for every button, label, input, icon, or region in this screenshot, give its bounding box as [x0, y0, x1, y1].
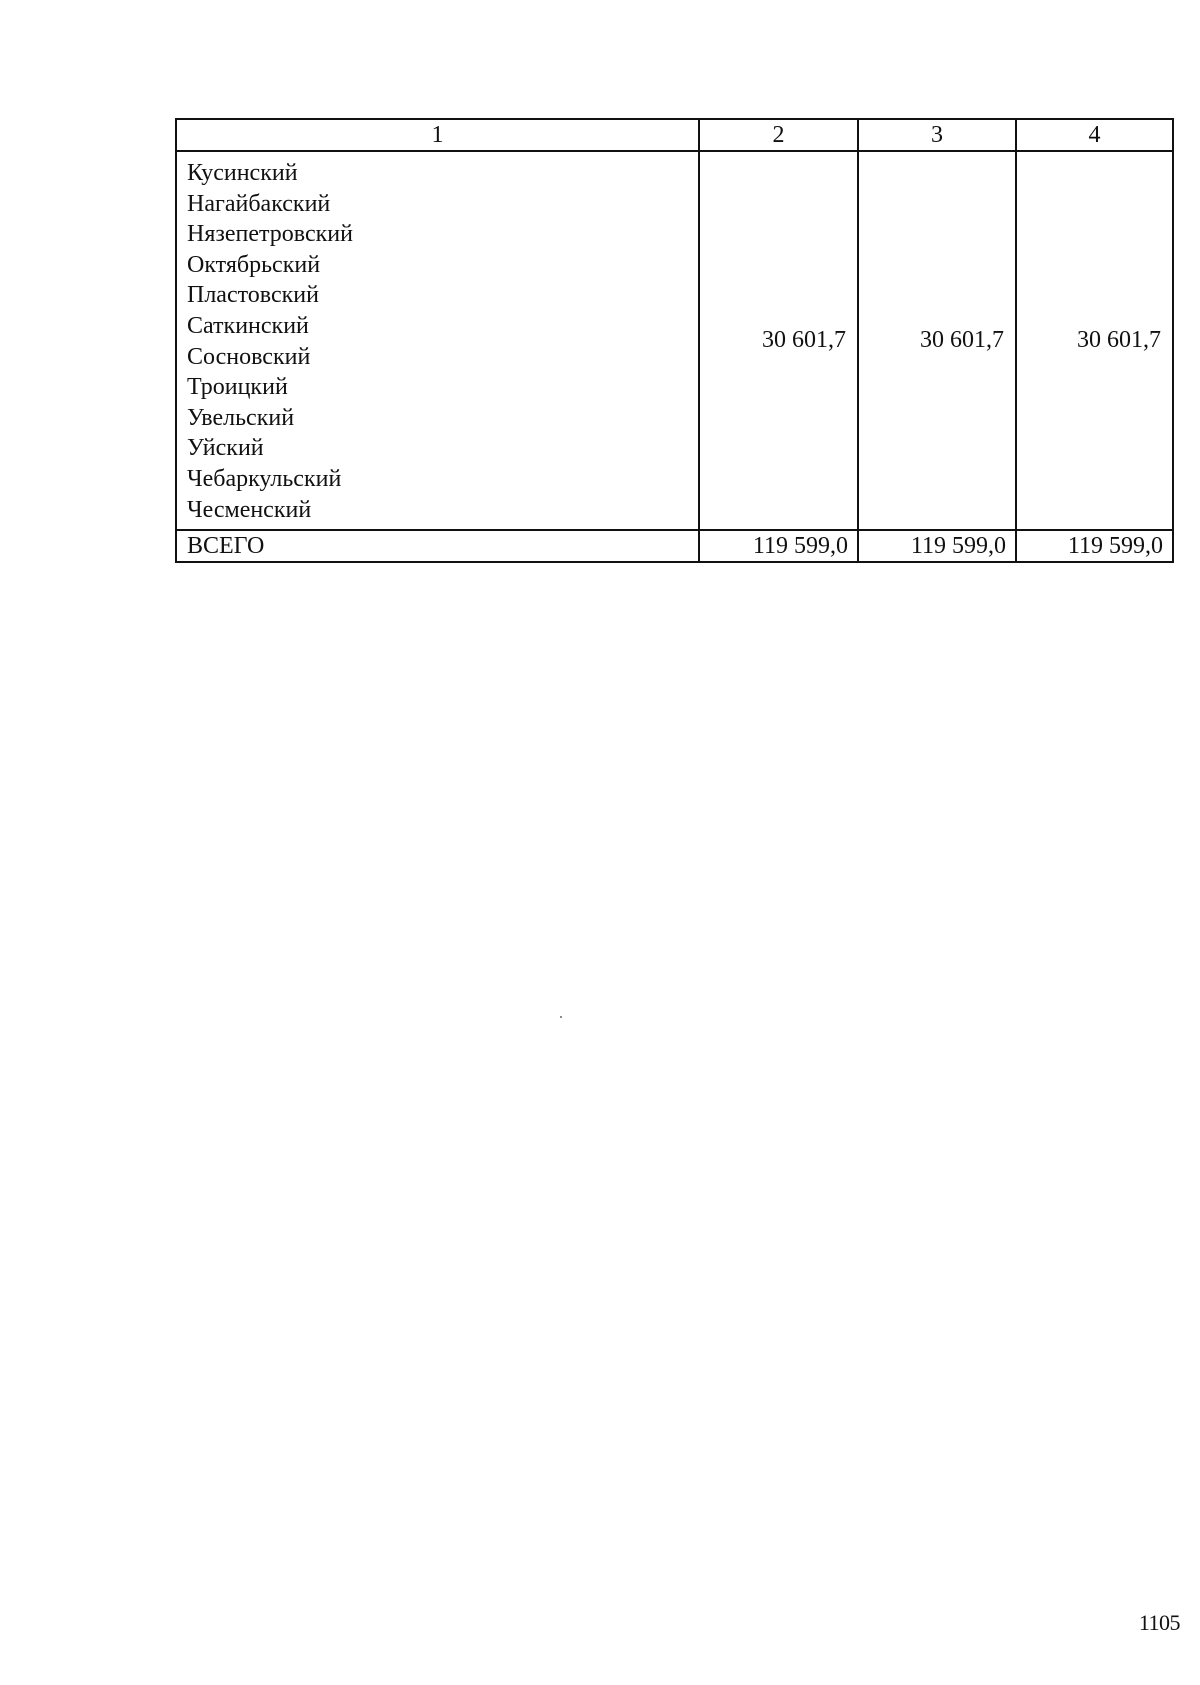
district-name: Кусинский — [187, 160, 298, 186]
district-name: Нагайбакский — [187, 190, 331, 217]
district-names-cell — [176, 151, 699, 530]
column-header-2: 2 — [699, 119, 858, 151]
column-header-4: 4 — [1016, 119, 1173, 151]
district-name: Сосновский — [187, 343, 311, 370]
total-value-col-3: 119 599,0 — [858, 530, 1016, 562]
group-value-col-4: 30 601,7 — [1016, 151, 1173, 530]
header-row — [176, 119, 1173, 151]
total-label: ВСЕГО — [176, 530, 699, 562]
total-value-col-4: 119 599,0 — [1016, 530, 1173, 562]
district-name: Октябрьский — [187, 251, 321, 278]
column-header-3: 3 — [858, 119, 1016, 151]
district-group-row — [176, 151, 1173, 530]
group-value-col-3: 30 601,7 — [858, 151, 1016, 530]
group-value-col-2: 30 601,7 — [699, 151, 858, 530]
page-number: 1105 — [1138, 1610, 1180, 1635]
district-name: Нязепетровский — [187, 221, 353, 248]
district-name: Увельский — [187, 404, 295, 431]
district-name: Пластовский — [187, 282, 319, 309]
scan-speck — [560, 1016, 562, 1018]
total-row — [176, 530, 1173, 562]
district-name: Уйский — [187, 435, 264, 462]
district-name: Саткинский — [187, 312, 309, 339]
district-name: Чесменский — [187, 496, 312, 523]
column-header-1: 1 — [176, 119, 699, 151]
budget-table — [175, 118, 1174, 563]
district-name: Троицкий — [187, 374, 288, 401]
district-name: Чебаркульский — [187, 465, 342, 492]
total-value-col-2: 119 599,0 — [699, 530, 858, 562]
